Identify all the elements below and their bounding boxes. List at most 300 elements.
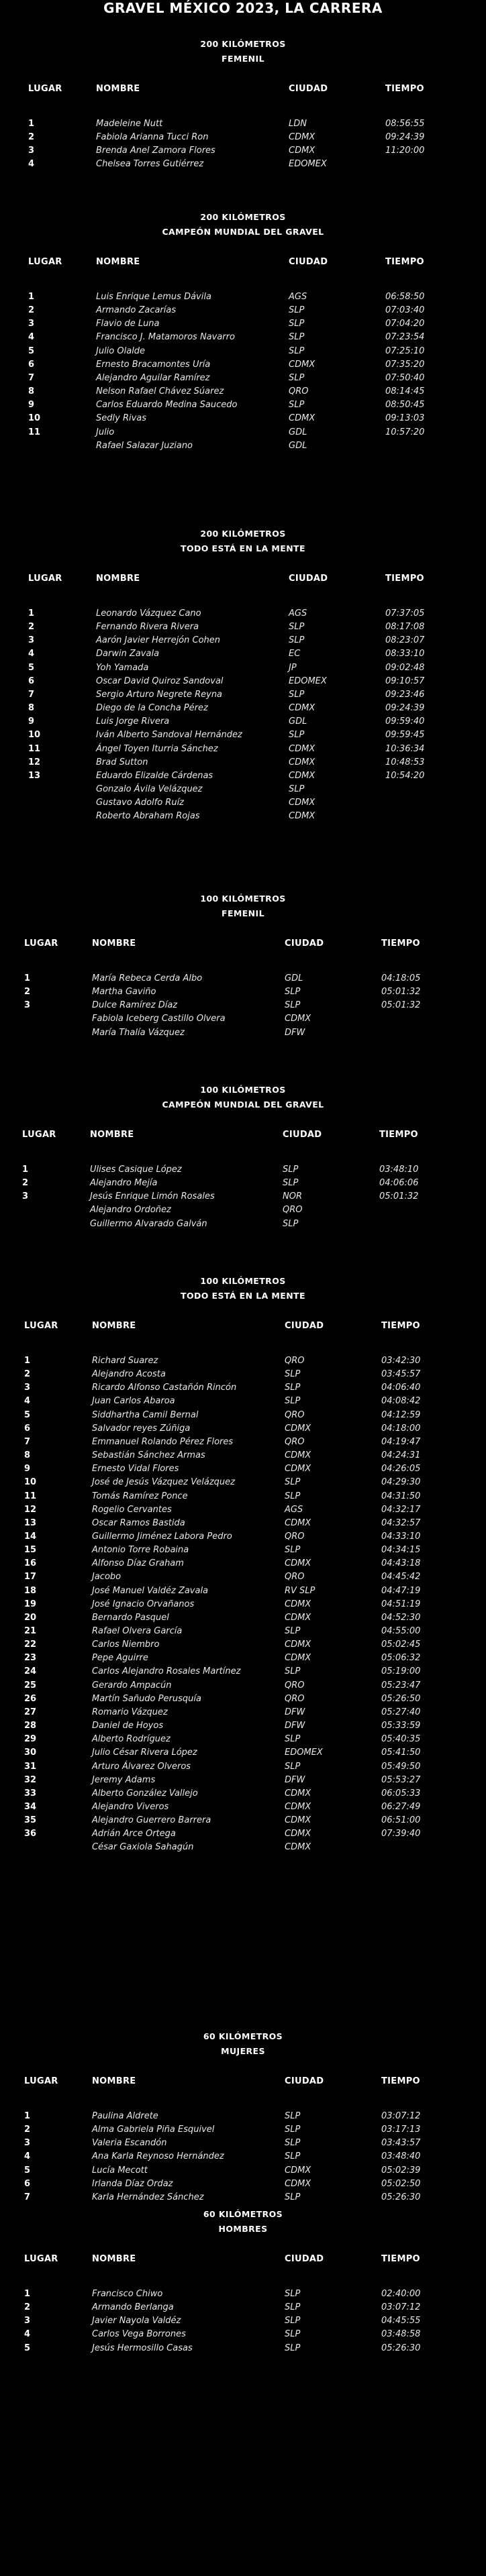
section-distance: 100 KILÓMETROS — [200, 1085, 286, 1095]
city-cell: EC — [289, 649, 301, 659]
table-row — [0, 635, 486, 646]
name-cell: Alejandro Acosta — [92, 1369, 166, 1379]
nombre-header: NOMBRE — [92, 1321, 136, 1331]
place-cell: 11 — [28, 744, 41, 754]
city-cell: LDN — [289, 119, 307, 129]
time-cell: 03:45:57 — [381, 1369, 421, 1379]
table-row — [0, 744, 486, 755]
time-cell: 11:20:00 — [385, 146, 425, 156]
place-cell: 2 — [28, 132, 35, 142]
table-row — [0, 987, 486, 998]
time-cell: 03:07:12 — [381, 2111, 421, 2121]
place-cell: 7 — [28, 690, 35, 700]
table-row — [0, 811, 486, 822]
table-row — [0, 1356, 486, 1366]
table-row — [0, 1558, 486, 1569]
city-cell: QRO — [289, 386, 309, 396]
time-cell: 04:34:15 — [381, 1545, 421, 1555]
name-cell: María Thalía Vázquez — [92, 1028, 185, 1038]
city-cell: CDMX — [285, 2165, 311, 2176]
city-cell: SLP — [283, 1165, 299, 1175]
city-cell: CDMX — [285, 1653, 311, 1663]
table-row — [0, 1734, 486, 1745]
ciudad-header: CIUDAD — [289, 574, 328, 584]
city-cell: SLP — [289, 635, 305, 645]
place-cell: 1 — [24, 1356, 31, 1366]
name-cell: Irlanda Díaz Ordaz — [92, 2179, 173, 2189]
place-cell: 6 — [24, 1424, 31, 1434]
table-header — [0, 2254, 486, 2265]
place-cell: 11 — [28, 427, 41, 437]
time-cell: 02:40:00 — [381, 2289, 421, 2299]
table-row — [0, 757, 486, 768]
table-row — [0, 1842, 486, 1853]
name-cell: Sedly Rivas — [96, 413, 147, 423]
name-cell: Yoh Yamada — [96, 663, 149, 673]
time-cell: 07:25:10 — [385, 346, 425, 356]
lugar-header: LUGAR — [22, 1130, 56, 1140]
name-cell: Fabiola Iceberg Castillo Olvera — [92, 1014, 226, 1024]
city-cell: SLP — [285, 2316, 301, 2326]
city-cell: SLP — [285, 2343, 301, 2353]
place-cell: 5 — [24, 2343, 31, 2353]
city-cell: CDMX — [289, 413, 315, 423]
name-cell: Iván Alberto Sandoval Hernández — [96, 730, 242, 740]
city-cell: CDMX — [289, 744, 315, 754]
tiempo-header: TIEMPO — [381, 2076, 420, 2086]
table-row — [0, 1491, 486, 1502]
name-cell: Ernesto Vidal Flores — [92, 1464, 179, 1474]
section-category: CAMPEÓN MUNDIAL DEL GRAVEL — [162, 227, 324, 237]
name-cell: Jeremy Adams — [92, 1775, 156, 1785]
table-row — [0, 1762, 486, 1772]
name-cell: Ana Karla Reynoso Hernández — [92, 2151, 224, 2161]
table-header — [0, 574, 486, 584]
time-cell: 09:23:46 — [385, 690, 425, 700]
name-cell: Bernardo Pasquel — [92, 1613, 169, 1623]
name-cell: Pepe Aguirre — [92, 1653, 148, 1663]
table-row — [0, 292, 486, 303]
city-cell: QRO — [285, 1694, 305, 1704]
name-cell: Ricardo Alfonso Castañón Rincón — [92, 1383, 237, 1393]
city-cell: GDL — [289, 716, 307, 727]
name-cell: Leonardo Vázquez Cano — [96, 608, 201, 619]
table-header — [0, 2076, 486, 2087]
place-cell: 10 — [28, 413, 41, 423]
city-cell: SLP — [285, 2192, 301, 2202]
name-cell: José Ignacio Orvañanos — [92, 1599, 195, 1609]
place-cell: 5 — [24, 2165, 31, 2176]
place-cell: 1 — [24, 973, 31, 983]
name-cell: Sergio Arturo Negrete Reyna — [96, 690, 223, 700]
place-cell: 6 — [28, 360, 35, 370]
place-cell: 23 — [24, 1653, 37, 1663]
place-cell: 36 — [24, 1829, 37, 1839]
place-cell: 27 — [24, 1707, 37, 1717]
ciudad-header: CIUDAD — [289, 257, 328, 267]
place-cell: 19 — [24, 1599, 37, 1609]
section-distance: 200 KILÓMETROS — [200, 529, 286, 539]
city-cell: GDL — [289, 441, 307, 451]
table-header — [0, 84, 486, 95]
name-cell: Javier Nayola Valdéz — [92, 2316, 181, 2326]
table-row — [0, 2138, 486, 2149]
name-cell: Guillermo Alvarado Galván — [90, 1219, 207, 1229]
city-cell: SLP — [285, 1666, 301, 1676]
table-row — [0, 1464, 486, 1474]
time-cell: 05:02:39 — [381, 2165, 421, 2176]
time-cell: 04:52:30 — [381, 1613, 421, 1623]
place-cell: 2 — [24, 1369, 31, 1379]
place-cell: 1 — [24, 2289, 31, 2299]
city-cell: CDMX — [285, 1613, 311, 1623]
city-cell: CDMX — [289, 360, 315, 370]
name-cell: Luis Enrique Lemus Dávila — [96, 292, 211, 302]
city-cell: SLP — [289, 373, 305, 383]
place-cell: 28 — [24, 1721, 37, 1731]
city-cell: CDMX — [285, 1640, 311, 1650]
name-cell: Roberto Abraham Rojas — [96, 811, 200, 821]
city-cell: SLP — [285, 1626, 301, 1636]
city-cell: QRO — [285, 1437, 305, 1447]
tiempo-header: TIEMPO — [385, 84, 424, 94]
place-cell: 2 — [24, 987, 31, 997]
city-cell: NOR — [283, 1191, 302, 1201]
place-cell: 4 — [28, 159, 35, 169]
table-row — [0, 1450, 486, 1461]
city-cell: SLP — [289, 400, 305, 410]
tiempo-header: TIEMPO — [381, 938, 420, 949]
place-cell: 21 — [24, 1626, 37, 1636]
time-cell: 03:48:10 — [379, 1165, 419, 1175]
time-cell: 09:59:45 — [385, 730, 425, 740]
section-distance: 200 KILÓMETROS — [200, 39, 286, 49]
ciudad-header: CIUDAD — [289, 84, 328, 94]
city-cell: RV SLP — [285, 1586, 315, 1596]
table-row — [0, 1028, 486, 1038]
name-cell: Tomás Ramírez Ponce — [92, 1491, 188, 1501]
city-cell: CDMX — [285, 1829, 311, 1839]
time-cell: 04:06:40 — [381, 1383, 421, 1393]
place-cell: 5 — [28, 346, 35, 356]
name-cell: Karla Hernández Sánchez — [92, 2192, 204, 2202]
table-row — [0, 973, 486, 984]
place-cell: 4 — [24, 1396, 31, 1406]
time-cell: 06:58:50 — [385, 292, 425, 302]
place-cell: 5 — [28, 663, 35, 673]
city-cell: CDMX — [289, 771, 315, 781]
city-cell: DFW — [285, 1775, 305, 1785]
place-cell: 10 — [28, 730, 41, 740]
name-cell: Romario Vázquez — [92, 1707, 168, 1717]
city-cell: CDMX — [285, 2179, 311, 2189]
name-cell: Ernesto Bracamontes Uría — [96, 360, 211, 370]
name-cell: José Manuel Valdéz Zavala — [92, 1586, 209, 1596]
place-cell: 6 — [28, 676, 35, 686]
city-cell: CDMX — [289, 811, 315, 821]
table-row — [0, 1626, 486, 1637]
place-cell: 9 — [28, 716, 35, 727]
section-distance: 60 KILÓMETROS — [203, 2209, 283, 2219]
place-cell: 4 — [24, 2329, 31, 2339]
time-cell: 04:24:31 — [381, 1450, 421, 1460]
table-row — [0, 2302, 486, 2313]
city-cell: SLP — [289, 690, 305, 700]
place-cell: 1 — [28, 608, 35, 619]
time-cell: 03:48:40 — [381, 2151, 421, 2161]
city-cell: QRO — [285, 1532, 305, 1542]
time-cell: 05:33:59 — [381, 1721, 421, 1731]
table-row — [0, 608, 486, 619]
name-cell: Rafael Olvera García — [92, 1626, 183, 1636]
lugar-header: LUGAR — [24, 2076, 58, 2086]
table-row — [0, 2179, 486, 2190]
city-cell: CDMX — [285, 1424, 311, 1434]
table-row — [0, 1383, 486, 1393]
section-category: MUJERES — [221, 2046, 265, 2056]
time-cell: 04:45:42 — [381, 1572, 421, 1582]
city-cell: CDMX — [285, 1788, 311, 1799]
ciudad-header: CIUDAD — [285, 2076, 324, 2086]
time-cell: 05:19:00 — [381, 1666, 421, 1676]
time-cell: 03:43:57 — [381, 2138, 421, 2148]
time-cell: 04:31:50 — [381, 1491, 421, 1501]
table-row — [0, 1518, 486, 1529]
name-cell: Arturo Álvarez Olveros — [92, 1762, 191, 1772]
city-cell: EDOMEX — [289, 676, 327, 686]
city-cell: SLP — [285, 1396, 301, 1406]
place-cell: 30 — [24, 1748, 37, 1758]
city-cell: CDMX — [285, 1842, 311, 1852]
city-cell: QRO — [285, 1572, 305, 1582]
city-cell: SLP — [289, 332, 305, 342]
name-cell: María Rebeca Cerda Albo — [92, 973, 203, 983]
name-cell: Julio Olalde — [96, 346, 146, 356]
name-cell: Alejandro Mejía — [90, 1178, 158, 1188]
name-cell: Oscar David Quiroz Sandoval — [96, 676, 224, 686]
place-cell: 26 — [24, 1694, 37, 1704]
time-cell: 04:18:00 — [381, 1424, 421, 1434]
table-row — [0, 1707, 486, 1718]
time-cell: 03:07:12 — [381, 2302, 421, 2312]
name-cell: Emmanuel Rolando Pérez Flores — [92, 1437, 234, 1447]
name-cell: Alberto González Vallejo — [92, 1788, 198, 1799]
nombre-header: NOMBRE — [96, 257, 140, 267]
city-cell: DFW — [285, 1707, 305, 1717]
city-cell: SLP — [285, 2302, 301, 2312]
city-cell: SLP — [285, 1734, 301, 1744]
time-cell: 08:33:10 — [385, 649, 425, 659]
place-cell: 35 — [24, 1815, 37, 1825]
lugar-header: LUGAR — [28, 84, 62, 94]
place-cell: 3 — [24, 2138, 31, 2148]
table-row — [0, 2125, 486, 2135]
place-cell: 3 — [28, 635, 35, 645]
name-cell: Fernando Rivera Rivera — [96, 622, 199, 632]
time-cell: 08:17:08 — [385, 622, 425, 632]
name-cell: Ángel Toyen Iturria Sánchez — [96, 744, 218, 754]
lugar-header: LUGAR — [28, 574, 62, 584]
city-cell: SLP — [289, 319, 305, 329]
place-cell: 3 — [24, 1000, 31, 1010]
name-cell: José de Jesús Vázquez Velázquez — [92, 1477, 235, 1487]
city-cell: SLP — [285, 1477, 301, 1487]
table-row — [0, 2151, 486, 2162]
place-cell: 12 — [28, 757, 41, 767]
time-cell: 07:35:20 — [385, 360, 425, 370]
name-cell: Aarón Javier Herrejón Cohen — [96, 635, 221, 645]
table-row — [0, 1505, 486, 1515]
table-header — [0, 938, 486, 949]
city-cell: SLP — [285, 2138, 301, 2148]
city-cell: CDMX — [285, 1802, 311, 1812]
nombre-header: NOMBRE — [90, 1130, 134, 1140]
time-cell: 04:18:05 — [381, 973, 421, 983]
table-row — [0, 798, 486, 808]
place-cell: 13 — [28, 771, 41, 781]
time-cell: 06:27:49 — [381, 1802, 421, 1812]
table-row — [0, 1788, 486, 1799]
table-row — [0, 1424, 486, 1434]
name-cell: Alejandro Aguilar Ramírez — [96, 373, 210, 383]
place-cell: 4 — [28, 649, 35, 659]
time-cell: 07:03:40 — [385, 305, 425, 315]
table-header — [0, 1130, 486, 1140]
lugar-header: LUGAR — [24, 1321, 58, 1331]
table-row — [0, 1680, 486, 1691]
table-row — [0, 2111, 486, 2122]
section-category: CAMPEÓN MUNDIAL DEL GRAVEL — [162, 1099, 324, 1110]
table-row — [0, 1014, 486, 1024]
time-cell: 08:23:07 — [385, 635, 425, 645]
name-cell: Gustavo Adolfo Ruíz — [96, 798, 185, 808]
time-cell: 07:04:20 — [385, 319, 425, 329]
city-cell: SLP — [285, 1545, 301, 1555]
place-cell: 29 — [24, 1734, 37, 1744]
place-cell: 6 — [24, 2179, 31, 2189]
time-cell: 05:26:50 — [381, 1694, 421, 1704]
table-row — [0, 1599, 486, 1610]
time-cell: 04:45:55 — [381, 2316, 421, 2326]
city-cell: QRO — [285, 1680, 305, 1690]
name-cell: Sebastián Sánchez Armas — [92, 1450, 205, 1460]
place-cell: 7 — [28, 373, 35, 383]
name-cell: Valeria Escandón — [92, 2138, 167, 2148]
ciudad-header: CIUDAD — [283, 1130, 322, 1140]
city-cell: QRO — [285, 1356, 305, 1366]
city-cell: SLP — [285, 1762, 301, 1772]
name-cell: Guillermo Jiménez Labora Pedro — [92, 1532, 232, 1542]
name-cell: Martha Gaviño — [92, 987, 156, 997]
table-row — [0, 716, 486, 727]
time-cell: 07:37:05 — [385, 608, 425, 619]
city-cell: SLP — [285, 1000, 301, 1010]
time-cell: 04:12:59 — [381, 1410, 421, 1420]
time-cell: 07:50:40 — [385, 373, 425, 383]
name-cell: Ulises Casique López — [90, 1165, 182, 1175]
city-cell: EDOMEX — [289, 159, 327, 169]
time-cell: 07:23:54 — [385, 332, 425, 342]
table-row — [0, 332, 486, 343]
name-cell: Nelson Rafael Chávez Súarez — [96, 386, 224, 396]
name-cell: Luis Jorge Rivera — [96, 716, 170, 727]
table-row — [0, 400, 486, 411]
table-row — [0, 132, 486, 143]
time-cell: 04:06:06 — [379, 1178, 419, 1188]
table-row — [0, 305, 486, 316]
place-cell: 1 — [28, 292, 35, 302]
nombre-header: NOMBRE — [96, 84, 140, 94]
city-cell: SLP — [289, 622, 305, 632]
city-cell: CDMX — [289, 798, 315, 808]
city-cell: JP — [289, 663, 297, 673]
time-cell: 09:24:39 — [385, 703, 425, 713]
ciudad-header: CIUDAD — [285, 1321, 324, 1331]
ciudad-header: CIUDAD — [285, 2254, 324, 2264]
table-row — [0, 1694, 486, 1705]
place-cell: 1 — [28, 119, 35, 129]
city-cell: SLP — [285, 2125, 301, 2135]
name-cell: Brad Sutton — [96, 757, 148, 767]
table-row — [0, 1205, 486, 1216]
table-row — [0, 622, 486, 633]
name-cell: Adrián Arce Ortega — [92, 1829, 176, 1839]
city-cell: SLP — [289, 730, 305, 740]
city-cell: CDMX — [285, 1450, 311, 1460]
table-row — [0, 1219, 486, 1230]
place-cell: 2 — [24, 2302, 31, 2312]
table-row — [0, 119, 486, 129]
time-cell: 05:02:45 — [381, 1640, 421, 1650]
name-cell: Richard Suarez — [92, 1356, 158, 1366]
place-cell: 5 — [24, 1410, 31, 1420]
lugar-header: LUGAR — [28, 257, 62, 267]
time-cell: 04:55:00 — [381, 1626, 421, 1636]
time-cell: 10:54:20 — [385, 771, 425, 781]
city-cell: SLP — [289, 305, 305, 315]
table-row — [0, 1165, 486, 1175]
city-cell: CDMX — [289, 757, 315, 767]
city-cell: DFW — [285, 1721, 305, 1731]
section-category: TODO ESTÁ EN LA MENTE — [181, 1291, 305, 1301]
table-row — [0, 1721, 486, 1731]
city-cell: SLP — [289, 784, 305, 794]
table-row — [0, 346, 486, 357]
name-cell: Lucía Mecott — [92, 2165, 148, 2176]
place-cell: 31 — [24, 1762, 37, 1772]
table-row — [0, 1775, 486, 1786]
name-cell: Jacobo — [92, 1572, 122, 1582]
time-cell: 09:10:57 — [385, 676, 425, 686]
table-row — [0, 676, 486, 687]
table-row — [0, 1613, 486, 1623]
table-row — [0, 441, 486, 451]
name-cell: Fabiola Arianna Tucci Ron — [96, 132, 209, 142]
place-cell: 4 — [28, 332, 35, 342]
place-cell: 17 — [24, 1572, 37, 1582]
name-cell: Madeleine Nutt — [96, 119, 163, 129]
place-cell: 1 — [24, 2111, 31, 2121]
table-row — [0, 784, 486, 795]
city-cell: SLP — [285, 987, 301, 997]
place-cell: 11 — [24, 1491, 37, 1501]
time-cell: 08:56:55 — [385, 119, 425, 129]
ciudad-header: CIUDAD — [285, 938, 324, 949]
city-cell: CDMX — [289, 703, 315, 713]
name-cell: Eduardo Elizalde Cárdenas — [96, 771, 213, 781]
table-row — [0, 1829, 486, 1839]
name-cell: Juan Carlos Abaroa — [92, 1396, 175, 1406]
